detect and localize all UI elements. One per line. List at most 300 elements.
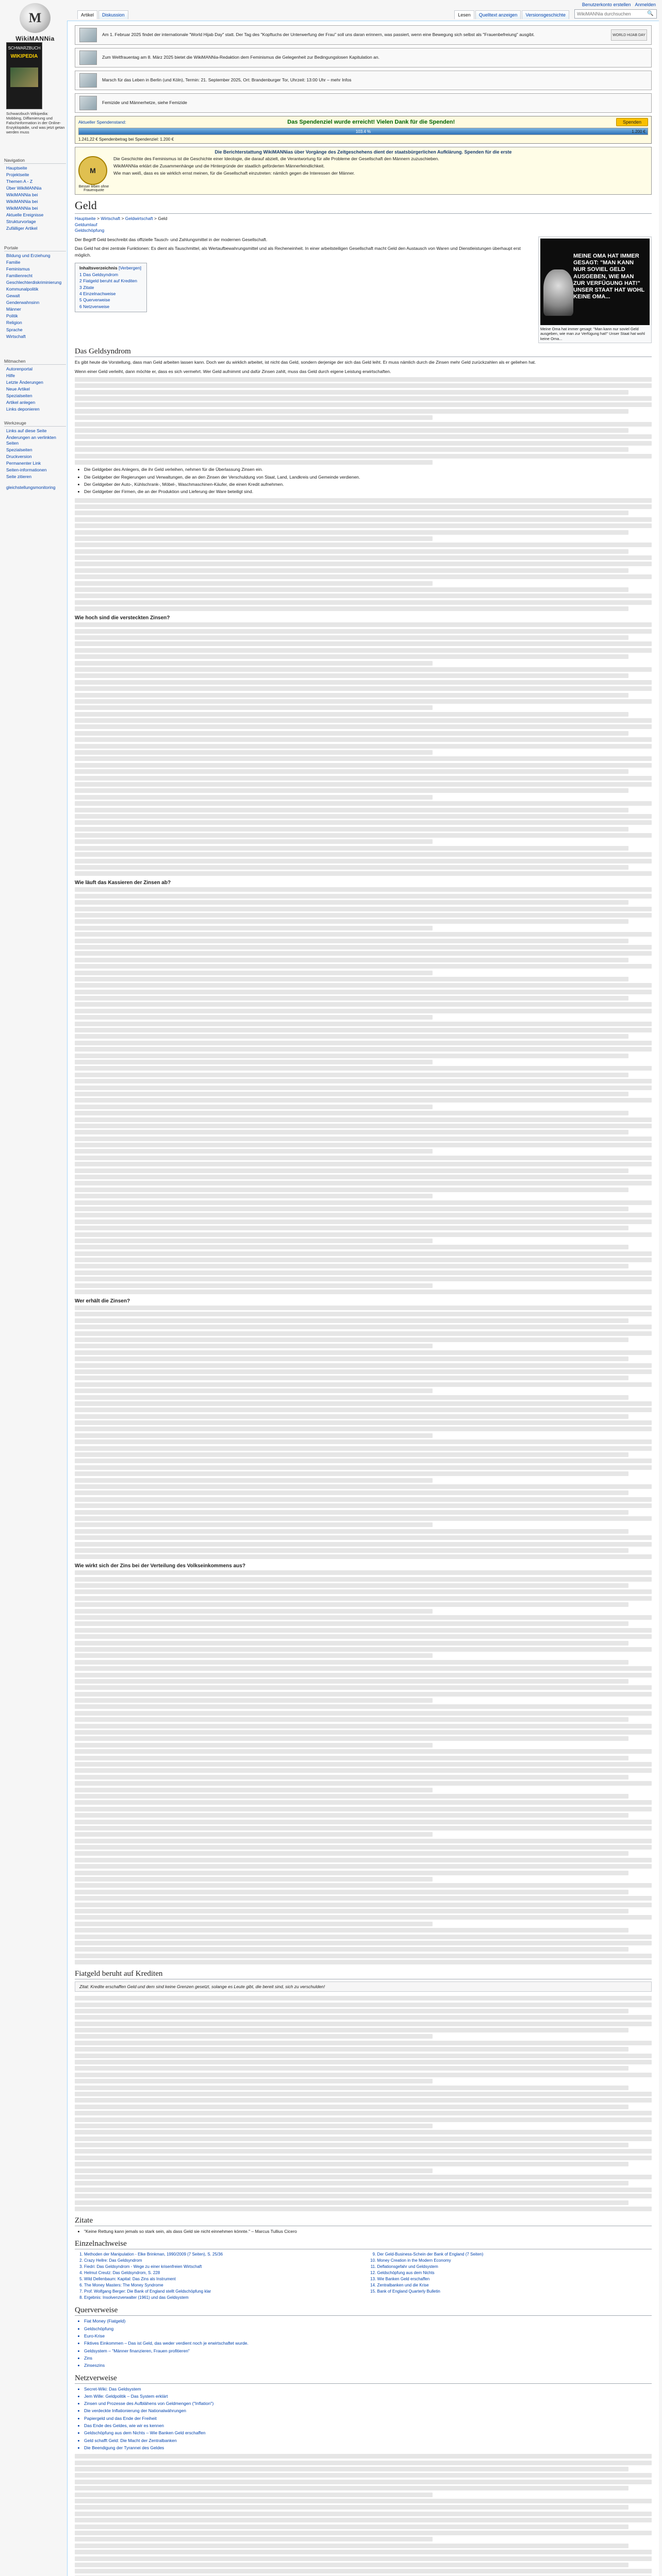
text-line (75, 1730, 652, 1735)
text-line (75, 814, 652, 819)
create-account-link[interactable]: Benutzerkonto erstellen (582, 2, 631, 7)
text-line (75, 2079, 433, 2083)
book-subtitle: WIKIPEDIA (10, 54, 38, 59)
text-line (75, 1698, 433, 1703)
reference-item[interactable]: 1. Methoden der Manipulation - Elke Brinkman, 1990/2009 (7 Seiten), S. 25/36 (84, 2251, 359, 2258)
sidebar-item[interactable]: Neue Artikel (6, 386, 30, 392)
references (75, 2251, 652, 2301)
text-line (75, 2003, 652, 2007)
toc-hide-toggle[interactable]: [Verbergen] (119, 265, 142, 271)
text-line (75, 1047, 652, 1052)
text-line (75, 1395, 628, 1400)
text-line (75, 2034, 433, 2039)
text-line (75, 1762, 652, 1767)
text-line (75, 1724, 652, 1728)
toc-item[interactable]: 5 Querverweise (79, 297, 110, 303)
text-line (75, 1845, 652, 1850)
text-line (75, 1376, 628, 1380)
text-line (75, 1768, 652, 1773)
text-line (75, 2569, 652, 2573)
text-line (75, 1903, 652, 1907)
sidebar-portale (3, 242, 66, 340)
sidebar-item[interactable]: WikiMANNia bei (6, 192, 38, 198)
text-line (75, 648, 652, 653)
text-line (75, 2060, 652, 2064)
sidebar-item[interactable]: WikiMANNia bei (6, 199, 38, 205)
text-line (75, 919, 628, 924)
book-blurb: Schwarzbuch Wikipedia: Mobbing, Diffamierung und Falschinformation in der Online-Enzyklopädie, und was jetzt getan werden muss (6, 111, 65, 134)
text-line (75, 661, 433, 666)
text-line (75, 1213, 652, 1217)
sidebar-item[interactable]: Politik (6, 313, 18, 319)
sidebar-item[interactable]: Letzte Änderungen (6, 380, 43, 385)
text-line (75, 1439, 652, 1444)
text-line (75, 1459, 652, 1463)
text-line (75, 1318, 628, 1323)
related-page-link[interactable]: Geldschöpfung (75, 228, 105, 233)
text-line (75, 1947, 628, 1952)
notice-badge[interactable]: WORLD HIJAB DAY (611, 29, 647, 41)
external-link-item[interactable]: • Geld schafft Geld: Die Macht der Zentralbanken (84, 2437, 652, 2444)
text-line (75, 1446, 652, 1451)
text-line (75, 396, 652, 401)
sidebar-extra (3, 484, 66, 491)
breadcrumb-item[interactable]: Wirtschaft (101, 216, 121, 221)
subsection-heading: Wie wirkt sich der Zins bei der Verteilung des Volkseinkommens aus? (75, 1563, 245, 1569)
toc-item[interactable]: 6 Netzverweise (79, 303, 110, 309)
sidebar-item[interactable]: Seite zitieren (6, 474, 32, 480)
text-line (75, 1673, 652, 1677)
notice-womens-day (75, 48, 652, 67)
text-line (75, 2556, 652, 2561)
text-line (75, 1820, 652, 1824)
text-line (75, 1941, 652, 1945)
list-item: • Die Geldgeber der Regierungen und Verwaltungen, die an den Zinsen der Verschuldung von Staat, Land, Landkreis und Gemeinde verdienen. (84, 474, 652, 480)
text-line (75, 1337, 628, 1342)
text-block (75, 1570, 652, 1964)
tab-view-source[interactable]: Quelltext anzeigen (475, 10, 521, 19)
reference-item[interactable]: 12. Geldschöpfung aus dem Nichts (377, 2270, 652, 2276)
text-line (75, 1800, 652, 1805)
text-line (75, 1258, 652, 1262)
book-cover-image (10, 67, 38, 87)
quote-list (75, 2228, 652, 2234)
search-box (574, 9, 657, 19)
sidebar-item[interactable]: Hilfe (6, 373, 15, 379)
sidebar-item[interactable]: Änderungen an verlinkten Seiten (6, 435, 56, 446)
text-line (75, 680, 652, 685)
reference-item[interactable]: 8. Ergebnis: Insolvenzverwalter (1961) und das Geldsystem (84, 2295, 359, 2301)
tab-discussion[interactable]: Diskussion (98, 10, 128, 19)
text-line (75, 1915, 652, 1920)
text-line (75, 562, 652, 566)
sidebar-item[interactable]: Männer (6, 307, 21, 312)
text-line (75, 454, 652, 459)
text-line (75, 1621, 628, 1626)
external-link-item[interactable]: • Papiergeld und das Ende der Freiheit (84, 2415, 652, 2421)
see-also-item[interactable]: • Fiat Money (Fiatgeld) (84, 2318, 652, 2324)
text-block (75, 498, 652, 612)
external-link-item[interactable]: • Geldschöpfung aus dem Nichts – Wie Banken Geld erschaffen (84, 2430, 652, 2436)
text-line (75, 990, 652, 994)
text-line (75, 1162, 652, 1166)
external-link-item[interactable]: • Jem Wille: Geldpolitik – Das System erklärt (84, 2393, 652, 2399)
text-line (75, 1478, 433, 1483)
intro-paragraph: Der Begriff Geld beschreibt das offizielle Tausch- und Zahlungsmittel in der modernen Gesellschaft. (75, 237, 268, 243)
sidebar-item[interactable]: Zufälliger Artikel (6, 226, 38, 231)
external-link-item[interactable]: • Zinsen und Prozesse des Aufblähens von Geldmengen ("Inflation") (84, 2400, 652, 2406)
text-line (75, 1149, 433, 1154)
awareness-paragraph: WikiMANNia erklärt die Zusammenhänge und die Hintergründe der staatlich geförderten Männerfeindlichkeit. (113, 163, 325, 169)
sidebar-item[interactable]: Links deponieren (6, 406, 40, 412)
text-line (75, 712, 628, 717)
text-line (75, 422, 652, 427)
text-line (75, 2022, 652, 2026)
text-line (75, 1666, 652, 1671)
text-line (75, 731, 628, 736)
main-content (67, 21, 659, 2576)
text-line (75, 964, 652, 969)
see-also-item[interactable]: • Geldschöpfung (84, 2326, 652, 2332)
text-line (75, 2086, 628, 2090)
text-line (75, 2181, 628, 2185)
text-line (75, 887, 652, 892)
sidebar-item[interactable]: Strukturvorlage (6, 219, 36, 225)
text-line (75, 1015, 433, 1020)
notice-text: Am 1. Februar 2025 findet der internationale "World Hijab Day" statt. Der Tag des "Kopftuchs der Unterwerfung der Frau" soll uns daran erinnern, was passiert, wenn eine Bewegung sich selbst als "Frauenbefreiung" ausgibt. (102, 32, 535, 38)
text-line (75, 795, 433, 800)
text-line (75, 1871, 628, 1875)
sidebar-item[interactable]: Kommunalpolitik (6, 286, 39, 292)
notice-thumbnail (79, 73, 97, 88)
sidebar-item[interactable]: Hauptseite (6, 165, 27, 171)
text-line (75, 1312, 652, 1316)
text-line (75, 1503, 652, 1508)
awareness-logo: M (78, 156, 107, 185)
section-heading: Querverweise (75, 2306, 652, 2316)
text-line (75, 1420, 652, 1425)
text-line (75, 1264, 628, 1268)
text-line (75, 1756, 628, 1760)
donate-button[interactable]: Spenden (616, 118, 648, 126)
see-also-item[interactable]: • Geldsystem – "Männer finanzieren, Frauen profitieren" (84, 2348, 652, 2354)
text-line (75, 1239, 433, 1243)
text-line (75, 498, 652, 503)
related-pages (75, 222, 652, 233)
text-line (75, 2124, 433, 2128)
text-line (75, 1647, 652, 1652)
text-line (75, 441, 652, 446)
text-line (75, 2467, 628, 2471)
reference-item[interactable]: 15. Bank of England Quarterly Bulletin (377, 2289, 652, 2295)
sidebar-item[interactable]: Feminismus (6, 266, 30, 272)
text-line (75, 996, 628, 1001)
text-line (75, 549, 628, 554)
text-line (75, 1858, 652, 1862)
text-line (75, 2028, 628, 2032)
text-line (75, 808, 628, 812)
sidebar-item[interactable]: Religion (6, 320, 22, 326)
sidebar-item[interactable]: Projektseite (6, 172, 29, 178)
text-line (75, 2111, 652, 2115)
text-line (75, 951, 652, 956)
reference-item[interactable]: 7. Prof. Wolfgang Berger: Die Bank of England stellt Geldschöpfung klar (84, 2289, 359, 2295)
reference-item[interactable]: 14. Zentralbanken und die Krise (377, 2282, 652, 2289)
toc-item[interactable]: 3 Zitate (79, 284, 94, 290)
toc-item[interactable]: 1 Das Geldsyndrom (79, 272, 119, 278)
text-line (75, 667, 652, 672)
text-line (75, 859, 652, 863)
text-line (75, 1542, 652, 1547)
see-also-item[interactable]: • Zinseszins (84, 2362, 652, 2368)
text-line (75, 1781, 652, 1786)
sidebar-item[interactable]: Genderwahnsinn (6, 300, 40, 306)
text-line (75, 1516, 652, 1521)
sidebar-item[interactable]: Permanenter Link (6, 461, 41, 466)
subsection-heading: Wie hoch sind die versteckten Zinsen? (75, 615, 170, 621)
text-line (75, 1634, 652, 1639)
text-line (75, 600, 652, 605)
text-line (75, 1290, 652, 1294)
text-line (75, 1350, 652, 1355)
sidebar-item[interactable]: Familie (6, 260, 21, 265)
text-line (75, 2168, 433, 2173)
text-line (75, 1188, 628, 1192)
see-also-item[interactable]: • Euro-Krise (84, 2333, 652, 2339)
sidebar-item[interactable]: gleichstellungsmonitoring (6, 485, 56, 490)
sidebar-heading: Navigation (4, 158, 66, 164)
reference-item[interactable]: 6. The Money Masters: The Money Syndrome (84, 2282, 359, 2289)
text-line (75, 434, 652, 439)
sidebar-item[interactable]: Gewalt (6, 293, 20, 299)
text-line (75, 1194, 433, 1198)
reference-item[interactable]: 13. Wie Banken Geld erschaffen (377, 2276, 652, 2282)
external-link-item[interactable]: • Secret-Wiki: Das Geldsystem (84, 2386, 652, 2392)
search-icon[interactable]: 🔍 (647, 11, 654, 16)
text-line (75, 2137, 652, 2141)
section-heading: Netzverweise (75, 2374, 652, 2384)
text-line (75, 1408, 652, 1412)
text-line (75, 693, 628, 698)
text-line (75, 1535, 652, 1540)
section-heading: Zitate (75, 2216, 652, 2226)
sidebar-item[interactable]: Bildung und Erziehung (6, 253, 51, 258)
text-line (75, 543, 652, 547)
text-line (75, 958, 628, 962)
image-quote-text: MEINE OMA HAT IMMER GESAGT: "MAN KANN NUR SOVIEL GELD AUSGEBEN, WIE MAN ZUR VERFÜGUNG HAT!" UNSER STAAT HAT WOHL KEINE OMA... (573, 253, 644, 300)
text-line (75, 2047, 628, 2052)
sidebar-item[interactable]: Über WikiMANNia (6, 185, 42, 191)
reference-item[interactable]: 4. Helmut Creutz: Das Geldsyndrom, S. 228 (84, 2270, 359, 2276)
sidebar-werkzeuge (3, 417, 66, 480)
text-line (75, 428, 628, 433)
text-line (75, 756, 652, 761)
sidebar-item[interactable]: Artikel anlegen (6, 400, 36, 405)
text-line (75, 1028, 652, 1032)
text-line (75, 1615, 652, 1620)
text-line (75, 2505, 628, 2510)
donation-progress-bar (78, 128, 648, 135)
tab-history[interactable]: Versionsgeschichte (522, 10, 569, 19)
text-line (75, 2480, 652, 2484)
text-line (75, 1130, 628, 1134)
book-promo[interactable] (4, 42, 67, 134)
sidebar-item[interactable]: Familienrecht (6, 273, 33, 279)
text-line (75, 686, 652, 691)
text-line (75, 788, 628, 793)
text-line (75, 718, 652, 723)
text-line (75, 415, 433, 420)
notice-text: Femizide und Männerhetze, siehe Femizide (102, 100, 187, 106)
sidebar-item[interactable]: Sprache (6, 327, 23, 332)
sidebar-item[interactable]: Aktuelle Ereignisse (6, 212, 44, 218)
reference-item[interactable]: 11. Deflationsgefahr und Geldsystem (377, 2264, 652, 2270)
text-line (75, 1813, 628, 1818)
sidebar-item[interactable]: WikiMANNia bei (6, 206, 38, 211)
external-link-item[interactable]: • Das Ende des Geldes, wie wir es kennen (84, 2422, 652, 2429)
text-line (75, 801, 652, 806)
text-line (75, 2188, 652, 2192)
text-line (75, 1954, 652, 1958)
sidebar-item[interactable]: Geschlechterdiskriminierung (6, 280, 62, 285)
sidebar-item[interactable]: Autorenportal (6, 366, 33, 371)
sidebar-item[interactable]: Seiten-informationen (6, 467, 47, 473)
text-line (75, 402, 652, 407)
text-line (75, 1864, 652, 1869)
text-line (75, 1883, 652, 1888)
toc-item[interactable]: 2 Fiatgeld beruht auf Krediten (79, 278, 137, 284)
external-link-item[interactable]: • Die Beendigung der Tyrannei des Geldes (84, 2445, 652, 2451)
login-link[interactable]: Anmelden (635, 2, 656, 7)
reference-item[interactable]: 2. Crazy Hellre: Das Geldsyndrom (84, 2258, 359, 2264)
text-line (75, 2493, 433, 2497)
bullet-list (75, 466, 652, 495)
text-line (75, 2524, 628, 2529)
text-line (75, 1009, 652, 1013)
section-paragraph: Wenn einer Geld verleiht, dann möchte er, dass es sich vermehrt. Wer Geld aufnimmt und dafür Zinsen zahlt, muss das Geld durch eigene Leistung erwirtschaften. (75, 368, 391, 374)
text-line (75, 907, 652, 911)
personal-toolbar (105, 0, 662, 9)
reference-item[interactable]: 9. Der Geld-Business-Schein der Bank of England (7 Seiten) (377, 2251, 652, 2258)
donation-banner (75, 116, 652, 144)
text-line (75, 383, 652, 388)
text-line (75, 1711, 652, 1716)
text-line (75, 673, 628, 678)
breadcrumb-current: Geld (158, 216, 168, 221)
portrait-image (543, 269, 573, 316)
text-line (75, 1909, 628, 1913)
see-also-item[interactable]: • Zins (84, 2355, 652, 2361)
notice-femicide (75, 93, 652, 113)
quote-image-frame (538, 236, 652, 343)
text-block (75, 1996, 652, 2211)
text-line (75, 2162, 628, 2166)
subsection-heading: Wie läuft das Kassieren der Zinsen ab? (75, 880, 171, 886)
text-line (75, 1922, 433, 1926)
see-also-list (75, 2318, 652, 2368)
quote-image[interactable] (540, 239, 650, 325)
text-line (75, 1098, 652, 1103)
text-line (75, 523, 652, 528)
text-line (75, 2473, 652, 2478)
text-line (75, 894, 652, 899)
text-line (75, 2105, 628, 2109)
reference-item[interactable]: 5. Wild Dellenbaum: Kapital: Das Zins als Instrument (84, 2276, 359, 2282)
text-line (75, 1570, 652, 1575)
text-block (75, 622, 652, 876)
breadcrumb-item[interactable]: Geldwirtschaft (125, 216, 153, 221)
text-line (75, 1839, 652, 1843)
section-heading: Fiatgeld beruht auf Krediten (75, 1970, 652, 1979)
text-line (75, 1060, 433, 1064)
namespace-tabs (77, 10, 128, 19)
tab-read[interactable]: Lesen (454, 10, 474, 19)
text-line (75, 776, 652, 781)
text-line (75, 2149, 652, 2154)
text-line (75, 1583, 628, 1588)
text-line (75, 1433, 433, 1438)
text-line (75, 622, 652, 627)
text-line (75, 2550, 652, 2554)
text-line (75, 926, 433, 930)
related-page-link[interactable]: Geldumlauf (75, 222, 97, 227)
text-line (75, 2537, 433, 2541)
quote-box: Zitat: Kredite erschaffen Geld und dem sind keine Grenzen gesetzt, solange es Leute gibt, die bereit sind, sich zu verschulden! (75, 1981, 652, 1992)
list-item: • Die Geldgeber des Anlegers, die ihr Geld verleihen, nehmen für die Überlassung Zinsen ein. (84, 466, 652, 472)
sidebar-item[interactable]: Wirtschaft (6, 333, 26, 339)
search-input[interactable] (575, 11, 647, 16)
see-also-item[interactable]: • Fiktives Einkommen – Das ist Geld, das weder verdient noch je erwirtschaftet wurde. (84, 2340, 652, 2346)
text-line (75, 2175, 652, 2179)
donation-status-link[interactable]: Aktueller Spendenstand: (78, 120, 126, 125)
external-link-item[interactable]: • Die verdeckte Inflationierung der Nationalwährungen (84, 2408, 652, 2414)
text-line (75, 530, 628, 535)
sidebar-item[interactable]: Links auf diese Seite (6, 428, 47, 433)
text-line (75, 1717, 628, 1722)
text-line (75, 1414, 628, 1419)
notice-hijab-day (75, 25, 652, 45)
text-line (75, 769, 628, 774)
reference-item[interactable]: 10. Money Creation in the Modern Economy (377, 2258, 652, 2264)
text-line (75, 1641, 628, 1646)
text-line (75, 1704, 652, 1709)
text-line (75, 555, 652, 560)
text-line (75, 1143, 652, 1147)
text-line (75, 1484, 652, 1489)
toc-item[interactable]: 4 Einzelnachweise (79, 291, 116, 296)
tab-article[interactable]: Artikel (77, 10, 97, 19)
site-logo[interactable] (4, 3, 66, 42)
text-line (75, 536, 433, 541)
text-line (75, 1928, 628, 1933)
sidebar-item[interactable]: Druckversion (6, 454, 32, 460)
text-line (75, 1105, 433, 1109)
text-line (75, 939, 628, 943)
text-line (75, 865, 628, 870)
text-line (75, 504, 652, 509)
text-line (75, 1628, 652, 1633)
text-line (75, 1660, 628, 1665)
breadcrumb-item[interactable]: Hauptseite (75, 216, 96, 221)
text-line (75, 1041, 652, 1045)
sidebar-item[interactable]: Themen A - Z (6, 179, 33, 184)
sidebar-item[interactable]: Spezialseiten (6, 393, 32, 399)
reference-item[interactable]: 3. Fiedri: Das Geldsyndrom - Wege zu einer krisenfreien Wirtschaft (84, 2264, 359, 2270)
book-cover[interactable] (6, 42, 42, 109)
sidebar-item[interactable]: Spezialseiten (6, 447, 32, 453)
text-line (75, 1092, 628, 1096)
text-line (75, 1685, 652, 1690)
